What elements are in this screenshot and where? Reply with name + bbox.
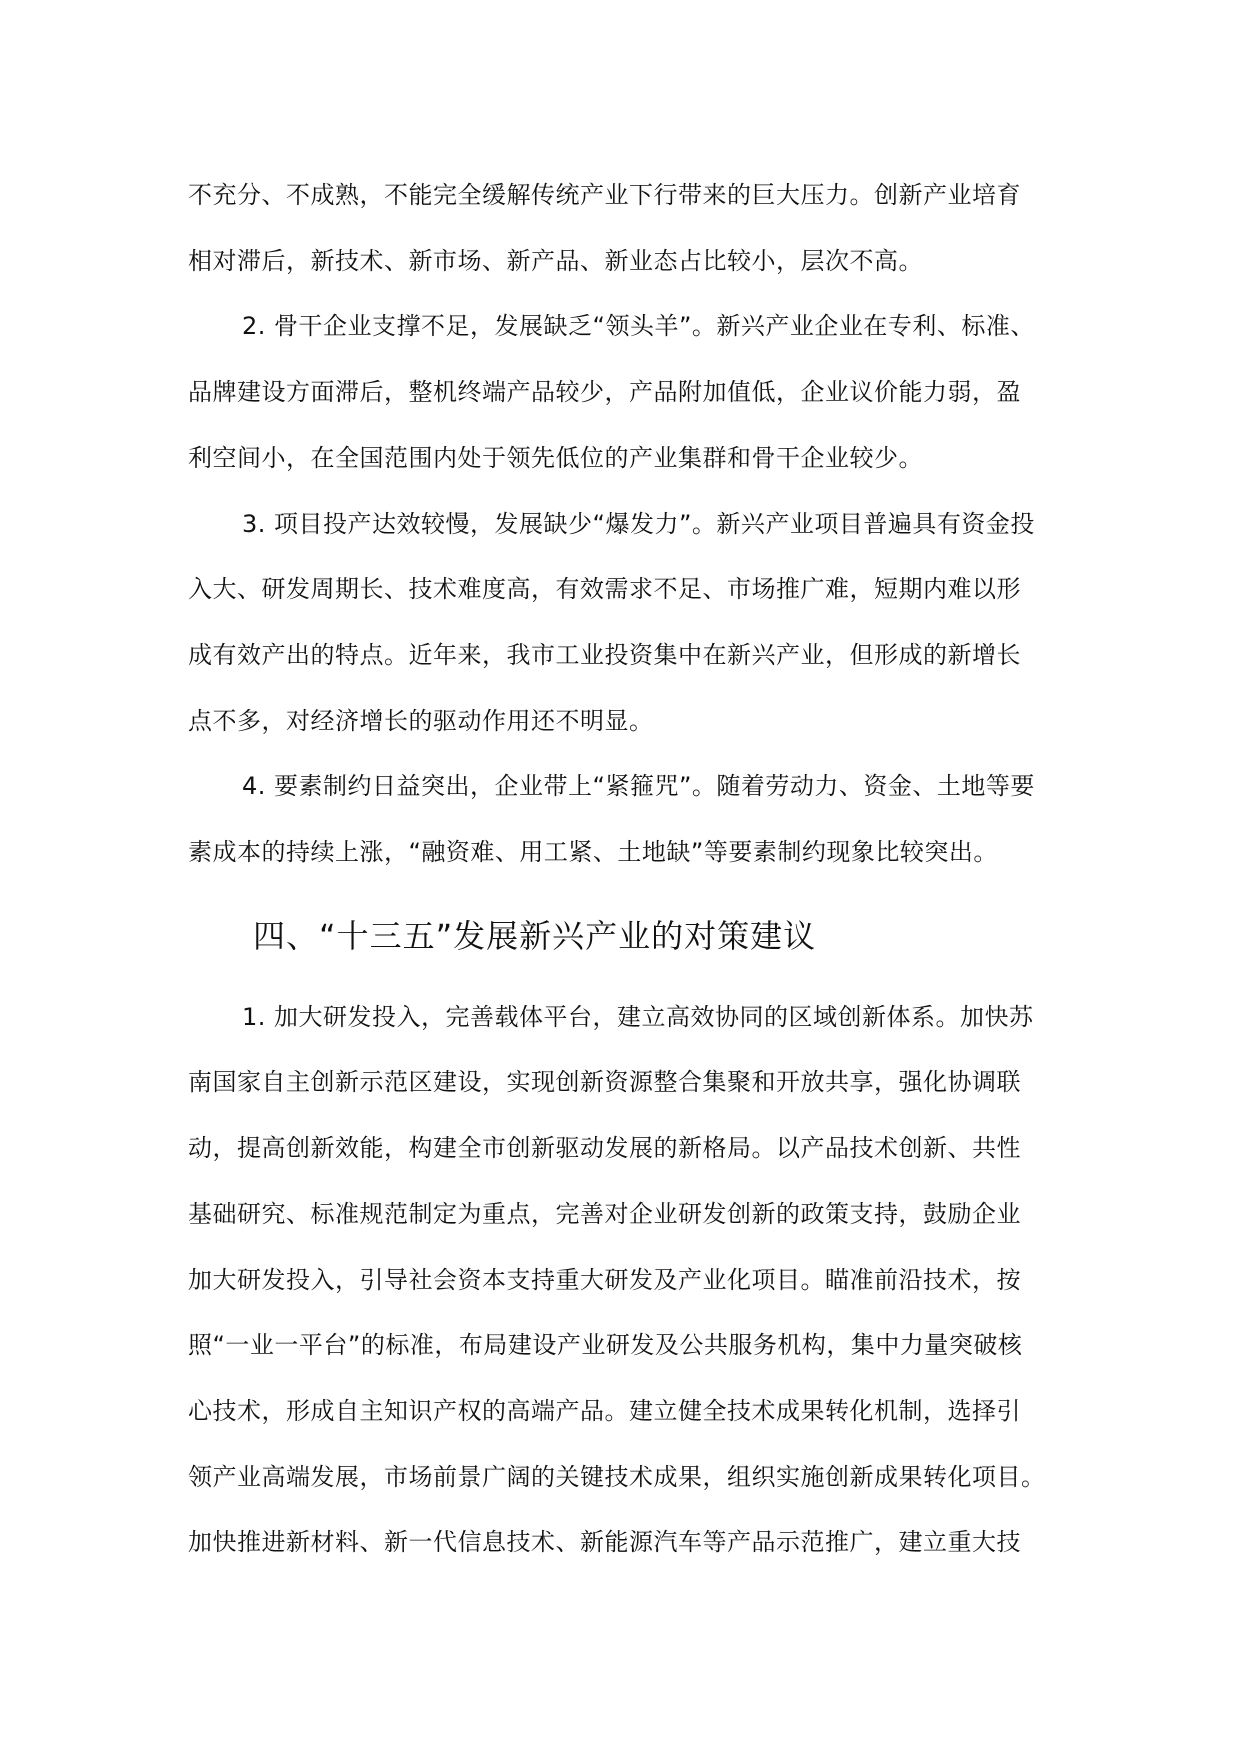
paragraph-line: 2. 骨干企业支撑不足，发展缺乏“领头羊”。新兴产业企业在专利、标准、 — [242, 312, 1035, 340]
paragraph-line: 照“一业一平台”的标准，布局建设产业研发及公共服务机构，集中力量突破核 — [188, 1331, 1023, 1359]
paragraph-line: 不充分、不成熟，不能完全缓解传统产业下行带来的巨大压力。创新产业培育 — [188, 181, 1021, 209]
paragraph-line: 素成本的持续上涨，“融资难、用工紧、土地缺”等要素制约现象比较突出。 — [188, 838, 998, 866]
paragraph-line: 心技术，形成自主知识产权的高端产品。建立健全技术成果转化机制，选择引 — [188, 1397, 1021, 1425]
paragraph-line: 加大研发投入，引导社会资本支持重大研发及产业化项目。瞄准前沿技术，按 — [188, 1266, 1021, 1294]
section-heading: 四、“十三五”发展新兴产业的对策建议 — [253, 917, 817, 955]
paragraph-line: 3. 项目投产达效较慢，发展缺少“爆发力”。新兴产业项目普遍具有资金投 — [242, 510, 1035, 538]
paragraph-line: 4. 要素制约日益突出，企业带上“紧箍咒”。随着劳动力、资金、土地等要 — [242, 772, 1035, 800]
paragraph-line: 利空间小，在全国范围内处于领先低位的产业集群和骨干企业较少。 — [188, 444, 923, 472]
paragraph-line: 入大、研发周期长、技术难度高，有效需求不足、市场推广难，短期内难以形 — [188, 575, 1021, 603]
paragraph-line: 1. 加大研发投入，完善载体平台，建立高效协同的区域创新体系。加快苏 — [242, 1003, 1034, 1031]
paragraph-line: 点不多，对经济增长的驱动作用还不明显。 — [188, 707, 654, 735]
paragraph-line: 品牌建设方面滞后，整机终端产品较少，产品附加值低，企业议价能力弱，盈 — [188, 378, 1021, 406]
paragraph-line: 南国家自主创新示范区建设，实现创新资源整合集聚和开放共享，强化协调联 — [188, 1068, 1021, 1096]
paragraph-line: 基础研究、标准规范制定为重点，完善对企业研发创新的政策支持，鼓励企业 — [188, 1200, 1021, 1228]
paragraph-line: 领产业高端发展，市场前景广阔的关键技术成果，组织实施创新成果转化项目。 — [188, 1463, 1046, 1491]
paragraph-line: 成有效产出的特点。近年来，我市工业投资集中在新兴产业，但形成的新增长 — [188, 641, 1021, 669]
paragraph-line: 加快推进新材料、新一代信息技术、新能源汽车等产品示范推广，建立重大技 — [188, 1528, 1021, 1556]
paragraph-line: 相对滞后，新技术、新市场、新产品、新业态占比较小，层次不高。 — [188, 247, 923, 275]
paragraph-line: 动，提高创新效能，构建全市创新驱动发展的新格局。以产品技术创新、共性 — [188, 1134, 1021, 1162]
